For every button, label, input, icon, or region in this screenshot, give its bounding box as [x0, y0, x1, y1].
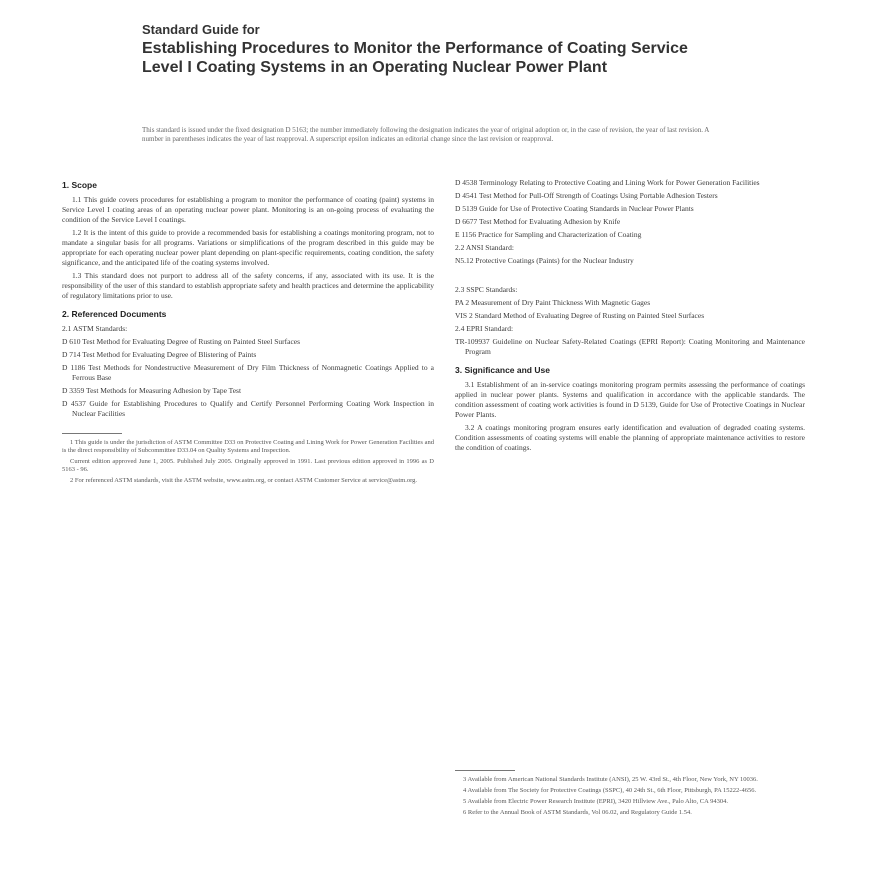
- paragraph: 1.2 It is the intent of this guide to provide a recommended basis for establishing a coatings monitoring program, not to mandate a singular basis for all programs. Variations or simplifications of the program described in this guide may be appropriate for each operating nuclear power plant depending on plant-specific requirements, coating condition, the safety significance, and the anticipated life of the coating systems involved.: [62, 228, 434, 267]
- paragraph: 3.2 A coatings monitoring program ensures early identification and evaluation of degraded coating systems. Condition assessments of coating systems will enable the planning of appropriate maintenance activities to restore the condition of coatings.: [455, 423, 805, 452]
- reference-item: E 1156 Practice for Sampling and Characterization of Coating: [455, 230, 642, 239]
- footnote: Current edition approved June 1, 2005. Published July 2005. Originally approved in 1991. Last previous edition approved in 1996 as D 5163 - 96.: [62, 458, 434, 473]
- reference-item: D 4537 Guide for Establishing Procedures to Qualify and Certify Personnel Performing Coating Work Inspection in Nuclear Facilities: [62, 399, 434, 418]
- reference-item: D 714 Test Method for Evaluating Degree of Blistering of Paints: [62, 350, 257, 359]
- reference-item: D 610 Test Method for Evaluating Degree of Rusting on Painted Steel Surfaces: [62, 337, 301, 346]
- reference-item: D 4538 Terminology Relating to Protective Coating and Lining Work for Power Generation Facilities: [455, 178, 760, 187]
- footnotes-right: [455, 776, 805, 817]
- reference-item: VIS 2 Standard Method of Evaluating Degree of Rusting on Painted Steel Surfaces: [455, 311, 705, 320]
- section-heading-scope: 1. Scope: [62, 180, 97, 190]
- footnotes-left: [62, 439, 434, 485]
- footnote: 5 Available from Electric Power Research Institute (EPRI), 3420 Hillview Ave., Palo Alto, CA 94304.: [463, 798, 728, 805]
- left-column: [62, 178, 434, 488]
- footnote-divider: [455, 770, 515, 771]
- section-heading-referenced-documents: 2. Referenced Documents: [62, 309, 167, 319]
- reference-item: 2.1 ASTM Standards:: [62, 324, 128, 333]
- footnote-divider: [62, 433, 122, 434]
- right-footnote-area: [455, 756, 805, 820]
- reference-item: PA 2 Measurement of Dry Paint Thickness With Magnetic Gages: [455, 298, 651, 307]
- paragraph: 1.1 This guide covers procedures for establishing a program to monitor the performance of coating (paint) systems in Service Level I coating areas of an operating nuclear power plant. Monitoring is an on-going process of evaluating the condition of the Service Level I coatings.: [62, 195, 434, 224]
- reference-item: 2.2 ANSI Standard:: [455, 243, 514, 252]
- reference-item: 2.3 SSPC Standards:: [455, 285, 518, 294]
- designation-note: This standard is issued under the fixed designation D 5163; the number immediately following the designation indicates the year of original adoption or, in the case of revision, the year of last revision. A number in parentheses indicates the year of last reapproval. A superscript epsilon indicates an editorial change since the last revision or reapproval.: [142, 126, 709, 143]
- reference-item: D 4541 Test Method for Pull-Off Strength of Coatings Using Portable Adhesion Testers: [455, 191, 718, 200]
- paragraph: 3.1 Establishment of an in-service coatings monitoring program permits assessing the performance of coatings applied in nuclear power plants. Systems and qualification in accordance with the applicable standards. The condition assessment of coating work activities is found in D 5139, Guide for Use of Protective Coatings in Nuclear Power Plants.: [455, 380, 805, 419]
- reference-item: D 6677 Test Method for Evaluating Adhesion by Knife: [455, 217, 621, 226]
- footnote: 1 This guide is under the jurisdiction of ASTM Committee D33 on Protective Coating and Lining Work for Power Generation Facilities and is the direct responsibility of Subcommittee D33.04 on Quality Systems and Inspection.: [62, 439, 434, 454]
- footnote: 4 Available from The Society for Protective Coatings (SSPC), 40 24th St., 6th Floor, Pittsburgh, PA 15222-4656.: [463, 787, 757, 794]
- reference-item: D 1186 Test Methods for Nondestructive Measurement of Dry Film Thickness of Nonmagnetic Coatings Applied to a Ferrous Base: [62, 363, 434, 382]
- reference-item: D 3359 Test Methods for Measuring Adhesion by Tape Test: [62, 386, 242, 395]
- reference-item: N5.12 Protective Coatings (Paints) for the Nuclear Industry: [455, 256, 634, 265]
- section-heading-significance: 3. Significance and Use: [455, 365, 550, 375]
- footnote: 2 For referenced ASTM standards, visit the ASTM website, www.astm.org, or contact ASTM Customer Service at service@astm.org.: [70, 477, 418, 484]
- right-column: [455, 178, 805, 456]
- title-prefix: Standard Guide for: [142, 22, 260, 37]
- spacer: [455, 269, 805, 285]
- title-block: [142, 22, 722, 77]
- reference-item: 2.4 EPRI Standard:: [455, 324, 514, 333]
- paragraph: 1.3 This standard does not purport to address all of the safety concerns, if any, associated with its use. It is the responsibility of the user of this standard to establish appropriate safety and health practices and determine the applicability of regulatory limitations prior to use.: [62, 271, 434, 300]
- footnote: 3 Available from American National Standards Institute (ANSI), 25 W. 43rd St., 4th Floor, New York, NY 10036.: [463, 776, 758, 783]
- reference-item: D 5139 Guide for Use of Protective Coating Standards in Nuclear Power Plants: [455, 204, 694, 213]
- document-title: Establishing Procedures to Monitor the Performance of Coating Service Level I Coating Systems in an Operating Nuclear Power Plant: [142, 40, 688, 76]
- reference-item: TR-109937 Guideline on Nuclear Safety-Related Coatings (EPRI Report): Coating Monitoring and Maintenance Program: [455, 337, 805, 356]
- footnote: 6 Refer to the Annual Book of ASTM Standards, Vol 06.02, and Regulatory Guide 1.54.: [463, 809, 692, 816]
